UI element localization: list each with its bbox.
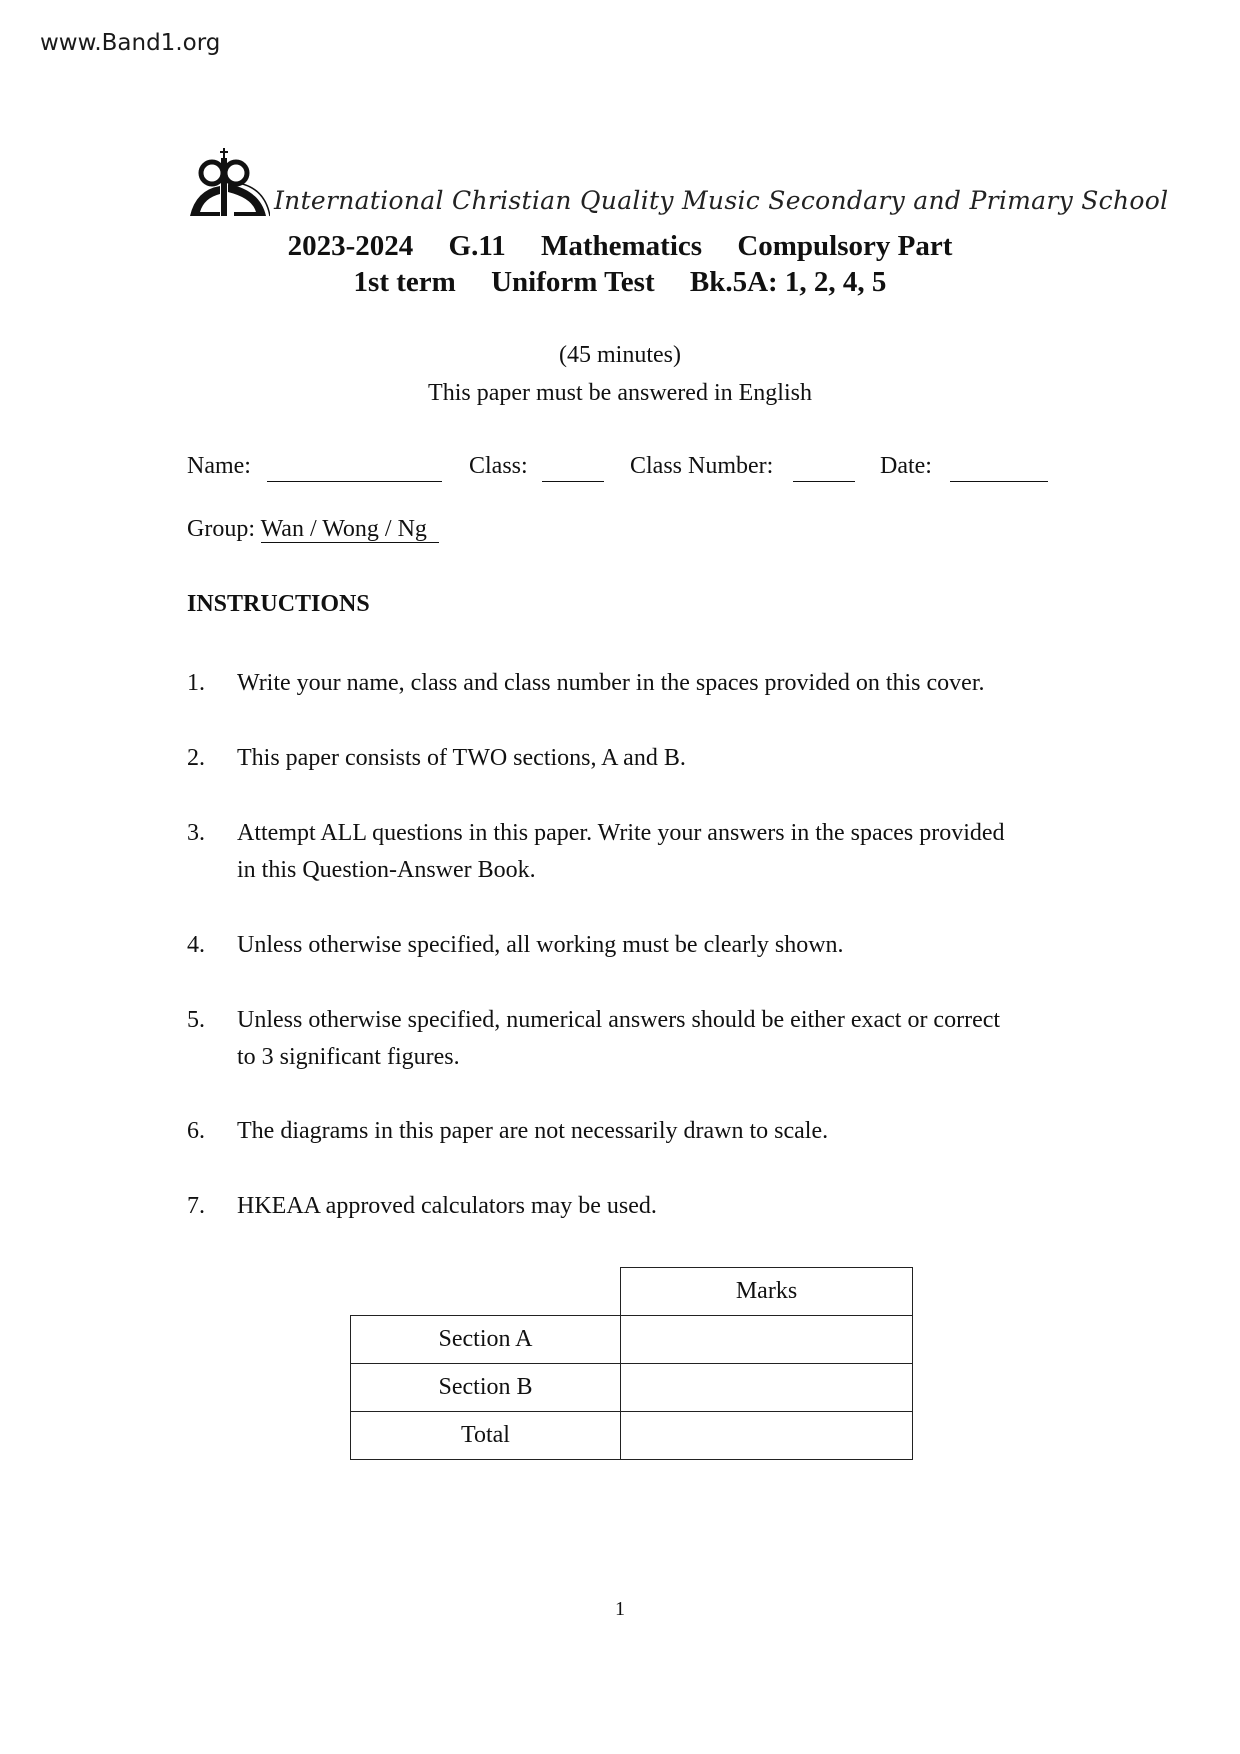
- name-label: Name:: [187, 453, 251, 479]
- instruction-number: 5.: [187, 1007, 205, 1033]
- instruction-number: 3.: [187, 820, 205, 846]
- duration: (45 minutes): [559, 342, 681, 368]
- instruction-number: 2.: [187, 745, 205, 771]
- row-label: Section A: [351, 1316, 621, 1364]
- table-row: [351, 1316, 913, 1364]
- instruction-text: The diagrams in this paper are not necessarily drawn to scale.: [237, 1118, 829, 1144]
- table-row: [351, 1412, 913, 1460]
- marks-table: [350, 1267, 913, 1460]
- date-label: Date:: [880, 453, 932, 479]
- group-label: Group:: [187, 516, 255, 542]
- instruction-number: 4.: [187, 932, 205, 958]
- school-name: International Christian Quality Music Secondary and Primary School: [274, 186, 1169, 215]
- instruction-number: 7.: [187, 1193, 205, 1219]
- row-label: Section B: [351, 1364, 621, 1412]
- instruction-text: Unless otherwise specified, all working must be clearly shown.: [237, 932, 844, 958]
- paper-part: Compulsory Part: [737, 230, 953, 262]
- exam-title-line1: [0, 230, 1240, 263]
- marks-cell[interactable]: [621, 1364, 913, 1412]
- marks-header: Marks: [621, 1268, 913, 1316]
- language-note: This paper must be answered in English: [428, 380, 812, 406]
- class-number-field[interactable]: [793, 481, 855, 482]
- instruction-text: Attempt ALL questions in this paper. Write your answers in the spaces provided: [237, 820, 1005, 846]
- test-type: Uniform Test: [491, 266, 655, 298]
- empty-header-cell: [351, 1268, 621, 1316]
- instruction-text: This paper consists of TWO sections, A and B.: [237, 745, 686, 771]
- instructions-heading: INSTRUCTIONS: [187, 591, 370, 617]
- class-number-label: Class Number:: [630, 453, 774, 479]
- instruction-text-continued: in this Question-Answer Book.: [237, 857, 536, 883]
- instruction-text-continued: to 3 significant figures.: [237, 1044, 460, 1070]
- marks-table-header-row: [351, 1268, 913, 1316]
- class-label: Class:: [469, 453, 528, 479]
- class-field[interactable]: [542, 481, 604, 482]
- term: 1st term: [353, 266, 456, 298]
- watermark-url: www.Band1.org: [40, 30, 221, 56]
- grade: G.11: [448, 230, 506, 262]
- instruction-number: 6.: [187, 1118, 205, 1144]
- date-field[interactable]: [950, 481, 1048, 482]
- exam-title-line2: [0, 266, 1240, 299]
- group-value: Wan / Wong / Ng: [261, 516, 439, 543]
- page-number: 1: [615, 1598, 625, 1620]
- subject: Mathematics: [541, 230, 703, 262]
- syllabus-chapters: Bk.5A: 1, 2, 4, 5: [689, 266, 887, 298]
- marks-cell[interactable]: [621, 1316, 913, 1364]
- academic-year: 2023-2024: [287, 230, 414, 262]
- instruction-text: Write your name, class and class number in the spaces provided on this cover.: [237, 670, 985, 696]
- name-field[interactable]: [267, 481, 442, 482]
- group-row: [187, 516, 439, 543]
- marks-cell[interactable]: [621, 1412, 913, 1460]
- instruction-text: Unless otherwise specified, numerical answers should be either exact or correct: [237, 1007, 1001, 1033]
- row-label: Total: [351, 1412, 621, 1460]
- instruction-number: 1.: [187, 670, 205, 696]
- school-crest-logo-icon: [186, 146, 270, 218]
- table-row: [351, 1364, 913, 1412]
- instruction-text: HKEAA approved calculators may be used.: [237, 1193, 657, 1219]
